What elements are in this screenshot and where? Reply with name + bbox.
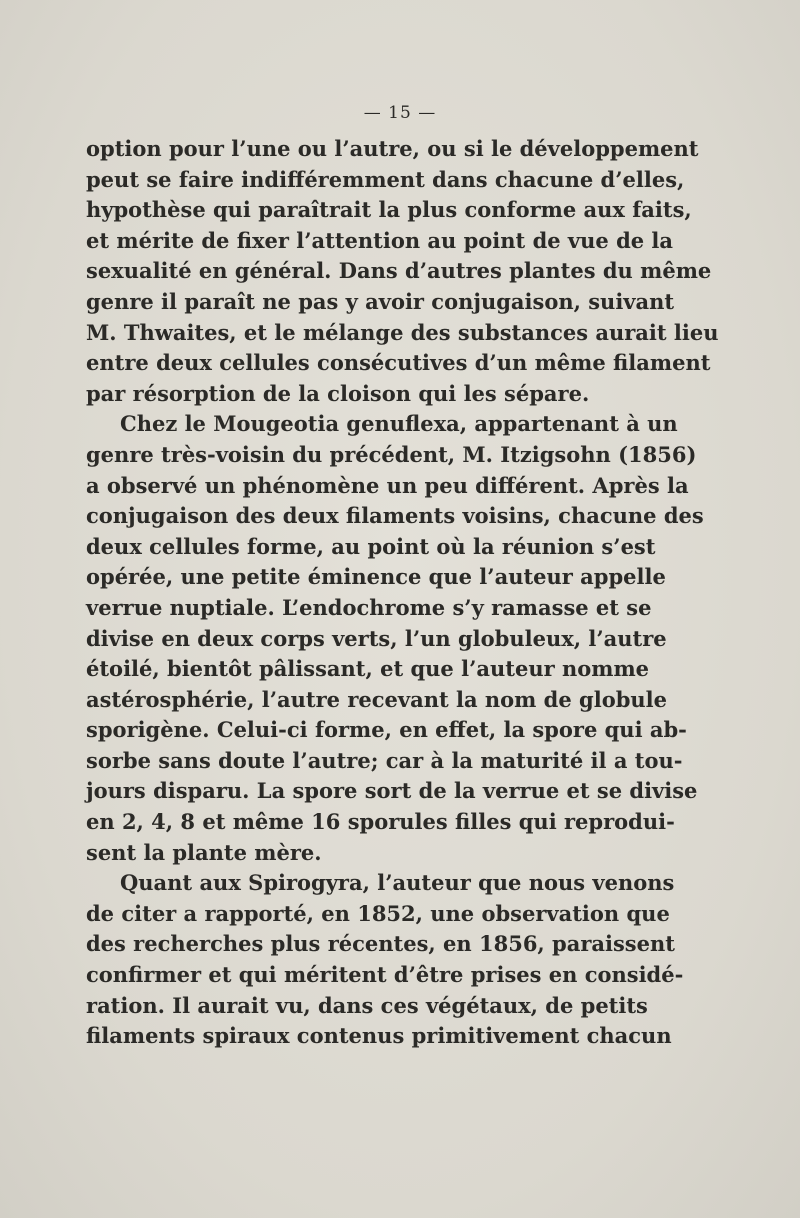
text-line: en 2, 4, 8 et même 16 sporules filles qui reprodui- [86,809,675,835]
text-line: divise en deux corps verts, l’un globuleux, l’autre [86,625,667,651]
text-line: peut se faire indifféremment dans chacune d’elles, [86,166,685,192]
text-line: sorbe sans doute l’autre; car à la maturité il a tou- [86,747,683,773]
text-line: filaments spiraux contenus primitivement chacun [86,1023,672,1049]
paragraph [86,409,704,868]
text-line: ration. Il aurait vu, dans ces végétaux, de petits [86,992,648,1018]
text-line: astérosphérie, l’autre recevant la nom de globule [86,686,667,712]
text-line: Chez le Mougeotia genuflexa, appartenant à un [120,411,678,437]
text-line: jours disparu. La spore sort de la verrue et se divise [86,778,698,804]
text-line: sent la plante mère. [86,839,322,865]
text-line: Quant aux Spirogyra, l’auteur que nous venons [120,870,675,896]
text-line: option pour l’une ou l’autre, ou si le développement [86,136,699,161]
text-line: sporigène. Celui-ci forme, en effet, la spore qui ab- [86,717,687,743]
text-line: hypothèse qui paraîtrait la plus conforme aux faits, [86,197,692,223]
text-line: par résorption de la cloison qui les sépare. [86,380,590,406]
paragraph [86,134,719,409]
text-line: genre il paraît ne pas y avoir conjugaison, suivant [86,288,675,314]
text-line: opérée, une petite éminence que l’auteur appelle [86,564,666,590]
text-line: confirmer et qui méritent d’être prises en considé- [86,962,684,988]
text-line: M. Thwaites, et le mélange des substances aurait lieu [86,319,719,345]
page-number: — 15 — [363,103,437,123]
text-line: étoilé, bientôt pâlissant, et que l’auteur nomme [86,656,650,682]
paragraph [86,868,684,1052]
text-line: deux cellules forme, au point où la réunion s’est [86,533,656,559]
text-line: entre deux cellules consécutives d’un même filament [86,350,711,376]
body-text [86,134,719,1052]
text-line: et mérite de fixer l’attention au point de vue de la [86,227,674,253]
text-line: de citer a rapporté, en 1852, une observation que [86,900,670,926]
text-line: conjugaison des deux filaments voisins, chacune des [86,503,704,529]
text-line: sexualité en général. Dans d’autres plantes du même [86,258,712,284]
text-line: verrue nuptiale. L’endochrome s’y ramasse et se [86,594,652,620]
text-line: genre très-voisin du précédent, M. Itzigsohn (1856) [86,441,697,467]
text-line: a observé un phénomène un peu différent. Après la [86,472,689,498]
text-line: des recherches plus récentes, en 1856, paraissent [86,931,675,957]
